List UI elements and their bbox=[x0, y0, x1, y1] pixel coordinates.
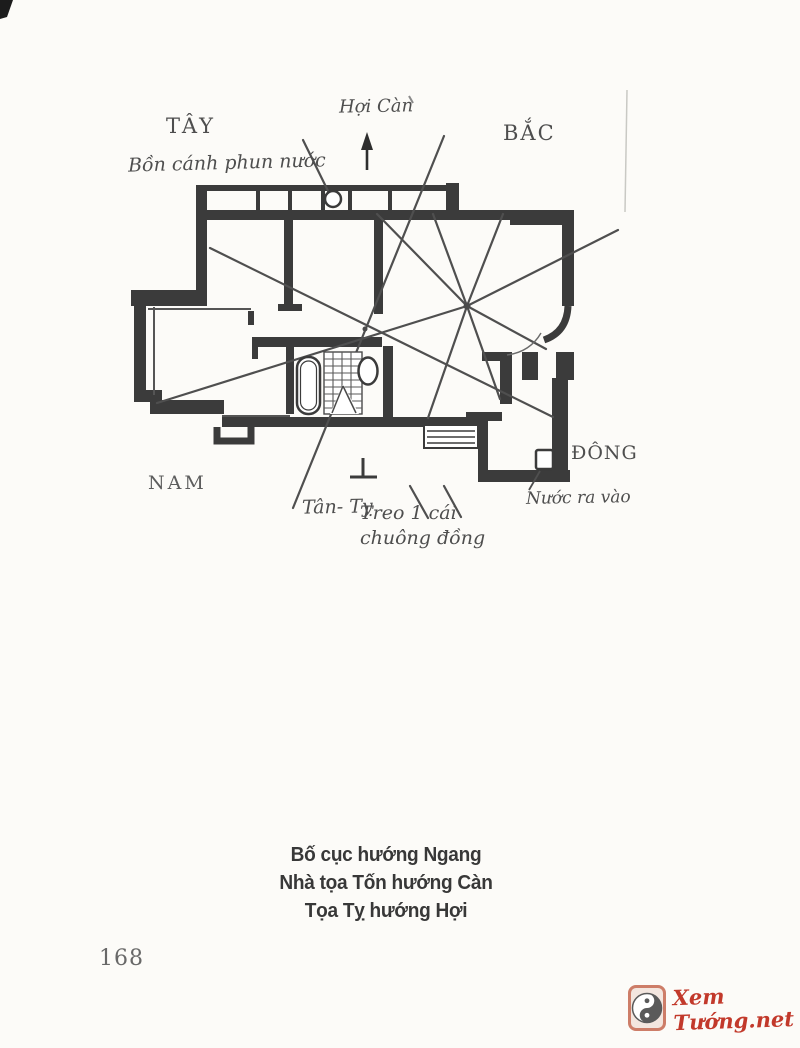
scan-artifact-corner bbox=[0, 0, 13, 19]
door-jamb-curve bbox=[544, 306, 568, 340]
bottom-protrusion bbox=[217, 427, 251, 441]
water-label: Nước ra vào bbox=[525, 487, 631, 509]
yin-yang-icon bbox=[628, 985, 666, 1031]
kitchen-bottom-wall bbox=[478, 470, 570, 482]
kitchen-right-wall bbox=[552, 378, 568, 480]
caption-line-2: Nhà tọa Tốn hướng Càn bbox=[279, 871, 493, 894]
kitchen-water-point bbox=[536, 450, 553, 469]
balcony-window-divider bbox=[256, 185, 260, 211]
bell-label-line2: chuông đồng bbox=[360, 527, 486, 549]
balcony-window-divider bbox=[288, 185, 292, 211]
watermark-site-name: Xem Tướng.net bbox=[672, 983, 795, 1036]
scan-line bbox=[625, 90, 627, 212]
toilet bbox=[359, 358, 378, 385]
hall-door-jamb bbox=[252, 337, 258, 359]
balcony-end-post bbox=[446, 183, 459, 213]
bath-left-wall bbox=[286, 347, 294, 414]
diagonal-line bbox=[433, 214, 467, 306]
fountain-circle bbox=[325, 191, 341, 207]
facing-label: Hợi Càn bbox=[338, 95, 414, 118]
direction-label-east: ĐÔNG bbox=[571, 442, 638, 464]
bell-label bbox=[360, 501, 485, 551]
bell-label-line1: Treo 1 cái bbox=[360, 502, 457, 524]
entry-stub-right bbox=[522, 352, 538, 380]
page-number: 168 bbox=[99, 946, 144, 971]
sitting-label: Tân- Tỵ bbox=[301, 495, 373, 519]
entry-corner bbox=[556, 352, 574, 380]
diagonal-line bbox=[293, 136, 444, 508]
line-hub-main bbox=[464, 303, 471, 310]
room-divider-1 bbox=[284, 220, 293, 308]
side-balcony-left-wall bbox=[134, 300, 146, 400]
fountain-label: Bồn cánh phun nước bbox=[127, 149, 327, 177]
direction-label-west: TÂY bbox=[166, 114, 217, 138]
line-hub-secondary bbox=[363, 327, 368, 332]
direction-label-south: NAM bbox=[148, 472, 207, 494]
balcony-window-divider bbox=[348, 185, 352, 211]
scan-artifacts bbox=[0, 0, 627, 212]
compass-arrow-icon bbox=[361, 132, 373, 170]
balcony-window-divider bbox=[388, 185, 392, 211]
bell-location-grill bbox=[424, 425, 478, 448]
bath-right-wall bbox=[383, 346, 393, 424]
diagonal-line bbox=[467, 214, 503, 306]
living-door-jamb bbox=[248, 311, 254, 325]
figure-caption bbox=[265, 841, 507, 925]
perpendicular-symbol bbox=[350, 458, 377, 477]
diagonal-line bbox=[428, 306, 467, 418]
direction-label-north: BẮC bbox=[503, 121, 556, 145]
walls-group bbox=[131, 183, 574, 482]
shower-tile bbox=[324, 352, 362, 414]
left-wall bbox=[196, 185, 207, 306]
watermark bbox=[628, 983, 800, 1036]
room-divider-1-foot bbox=[278, 304, 302, 311]
diagonal-line bbox=[377, 214, 467, 306]
caption-line-3: Tọa Tỵ hướng Hợi bbox=[304, 899, 468, 922]
caption-line-1: Bố cục hướng Ngang bbox=[290, 843, 482, 866]
